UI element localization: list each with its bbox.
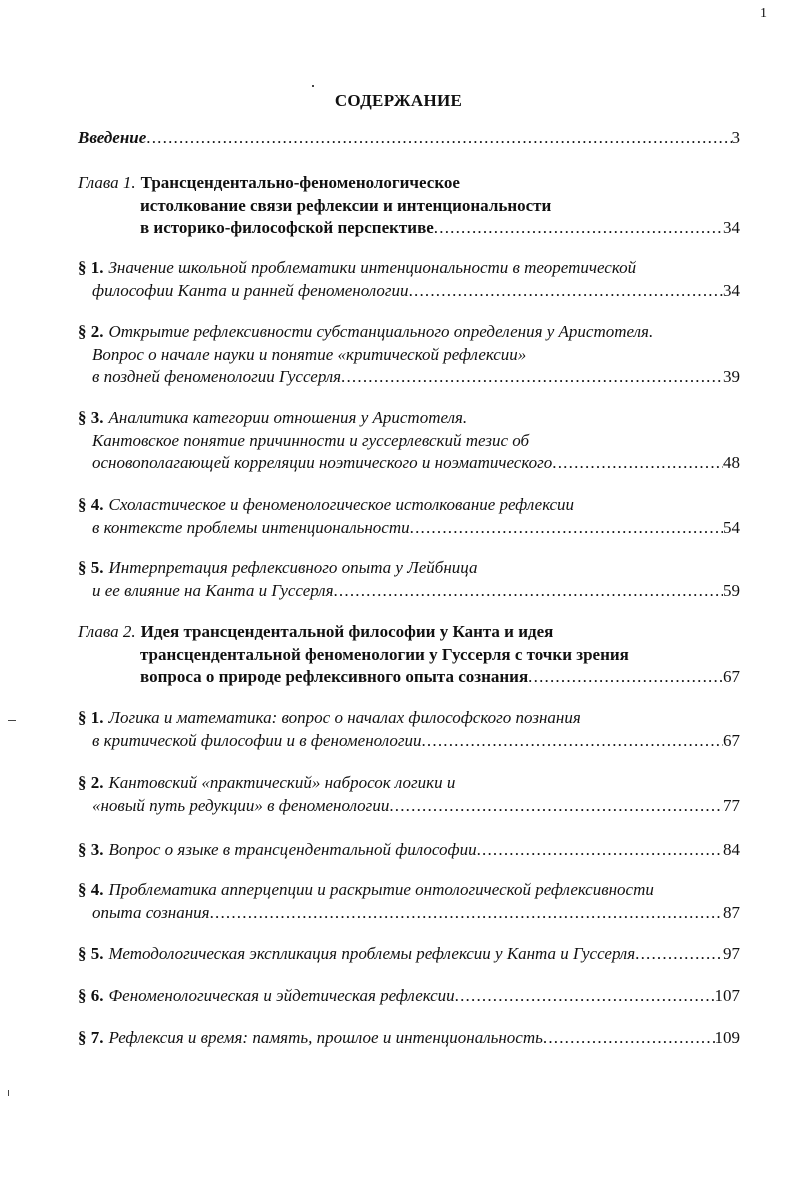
scan-speck — [8, 1090, 9, 1096]
toc-line — [78, 879, 740, 902]
entry-page-number: 97 — [723, 944, 740, 963]
toc-line — [78, 839, 740, 862]
entry-page-number: 109 — [714, 1028, 740, 1047]
toc-line — [78, 943, 740, 966]
entry-text: вопроса о природе рефлексивного опыта сознания — [140, 667, 529, 686]
entry-prefix: § 3. — [78, 840, 104, 859]
toc-line — [78, 280, 740, 303]
toc-line — [78, 1027, 740, 1050]
toc-line — [78, 580, 740, 603]
entry-page-number: 48 — [723, 453, 740, 472]
entry-prefix: § 1. — [78, 708, 104, 727]
dot-leader — [421, 730, 723, 753]
toc-section — [78, 707, 740, 752]
toc-line — [78, 666, 740, 689]
entry-text: Рефлексия и время: память, прошлое и интенциональность — [108, 1028, 543, 1047]
toc-section — [78, 1027, 740, 1050]
entry-prefix: § 6. — [78, 986, 104, 1005]
dot-leader — [333, 580, 723, 603]
entry-text: Схоластическое и феноменологическое истолкование рефлексии — [108, 495, 575, 514]
entry-text: трансцендентальной феноменологии у Гуссерля с точки зрения — [140, 644, 629, 664]
entry-page-number: 34 — [723, 280, 740, 300]
entry-prefix: § 2. — [78, 773, 104, 792]
toc-line — [78, 621, 740, 644]
entry-text: Кантовский «практический» набросок логики и — [108, 773, 456, 792]
dot-leader — [210, 902, 723, 925]
entry-text: основополагающей корреляции ноэтического и ноэматического — [92, 453, 553, 472]
dot-leader — [477, 839, 723, 862]
entry-text: в контексте проблемы интенциональности — [92, 517, 410, 537]
entry-prefix: § 2. — [78, 322, 104, 341]
toc-section — [78, 494, 740, 539]
entry-page-number: 84 — [723, 840, 740, 859]
entry-text: Логика и математика: вопрос о началах философского познания — [108, 708, 581, 727]
dot-leader — [552, 452, 723, 475]
toc-line — [78, 366, 740, 389]
toc-line — [78, 902, 740, 925]
entry-page-number: 54 — [723, 517, 740, 537]
toc-section — [78, 407, 740, 475]
entry-prefix: § 7. — [78, 1028, 104, 1047]
toc-line — [78, 494, 740, 517]
entry-page-number: 34 — [723, 218, 740, 237]
scan-speck — [8, 720, 16, 721]
entry-text: Трансцендентально-феноменологическое — [140, 173, 460, 192]
toc-line — [78, 127, 740, 150]
entry-text: Открытие рефлексивности субстанциального определения у Аристотеля. — [108, 322, 654, 341]
entry-prefix: § 1. — [78, 258, 104, 277]
dot-leader — [410, 517, 723, 540]
toc-line — [78, 707, 740, 730]
entry-prefix: § 5. — [78, 558, 104, 577]
entry-page-number: 3 — [731, 128, 740, 147]
entry-prefix: Глава 1. — [78, 173, 136, 192]
dot-leader — [528, 666, 723, 689]
entry-page-number: 67 — [723, 667, 740, 686]
entry-text: Идея трансцендентальной философии у Канта и идея — [140, 622, 554, 641]
entry-page-number: 77 — [723, 795, 740, 815]
toc-section — [78, 839, 740, 862]
entry-text: Проблематика апперцепции и раскрытие онтологической рефлексивности — [108, 880, 654, 899]
entry-prefix: Глава 2. — [78, 622, 136, 641]
entry-page-number: 59 — [723, 580, 740, 600]
toc-section — [78, 772, 740, 817]
entry-text: истолкование связи рефлексии и интенциональности — [140, 195, 552, 215]
toc-line — [78, 772, 740, 795]
toc-line — [78, 985, 740, 1008]
entry-text: Методологическая экспликация проблемы рефлексии у Канта и Гуссерля — [108, 944, 636, 963]
toc-line — [78, 407, 740, 430]
entry-prefix: § 4. — [78, 880, 104, 899]
entry-prefix: § 3. — [78, 408, 104, 427]
toc-line — [78, 344, 740, 367]
entry-text: Введение — [78, 128, 147, 147]
toc-section — [78, 879, 740, 924]
toc-line — [78, 257, 740, 280]
entry-text: Феноменологическая и эйдетическая рефлексии — [108, 986, 455, 1005]
dot-leader — [455, 985, 715, 1008]
entry-text: Кантовское понятие причинности и гуссерлевский тезис об — [92, 430, 530, 450]
entry-text: Аналитика категории отношения у Аристотеля. — [108, 408, 468, 427]
entry-prefix: § 4. — [78, 495, 104, 514]
entry-text: Вопрос о языке в трансцендентальной философии — [108, 840, 477, 859]
toc-line — [78, 557, 740, 580]
toc-line — [78, 195, 740, 218]
entry-text: Интерпретация рефлексивного опыта у Лейбница — [108, 558, 478, 577]
toc-section — [78, 257, 740, 302]
toc-line — [78, 644, 740, 667]
entry-text: философии Канта и ранней феноменологии — [92, 280, 409, 300]
entry-text: Вопрос о начале науки и понятие «критической рефлексии» — [92, 344, 527, 364]
dot-leader — [543, 1027, 715, 1050]
dot-leader — [409, 280, 723, 303]
toc-line — [78, 217, 740, 240]
entry-text: «новый путь редукции» в феноменологии — [92, 795, 390, 815]
entry-page-number: 67 — [723, 730, 740, 750]
toc-chapter — [78, 621, 740, 689]
toc-line — [78, 517, 740, 540]
entry-text: в поздней феноменологии Гуссерля — [92, 367, 342, 386]
dot-leader — [146, 127, 731, 150]
toc-introduction — [78, 127, 740, 150]
toc-line — [78, 172, 740, 195]
toc-line — [78, 430, 740, 453]
toc-line — [78, 730, 740, 753]
dot-leader — [434, 217, 723, 240]
toc-chapter — [78, 172, 740, 240]
toc-section — [78, 557, 740, 602]
toc-line — [78, 321, 740, 344]
entry-text: в критической философии и в феноменологии — [92, 730, 422, 750]
entry-text: в историко-философской перспективе — [140, 218, 434, 237]
dot-leader — [341, 366, 723, 389]
entry-prefix: § 5. — [78, 944, 104, 963]
toc-section — [78, 985, 740, 1008]
toc-section — [78, 321, 740, 389]
dot-leader — [635, 943, 723, 966]
dot-leader — [389, 795, 723, 818]
entry-text: Значение школьной проблематики интенциональности в теоретической — [108, 258, 637, 277]
page-number: 1 — [760, 6, 767, 21]
entry-text: опыта сознания — [92, 902, 210, 922]
toc-line — [78, 795, 740, 818]
entry-page-number: 107 — [714, 986, 740, 1005]
scan-speck — [312, 85, 314, 87]
entry-text: и ее влияние на Канта и Гуссерля — [92, 580, 334, 600]
toc-section — [78, 943, 740, 966]
page-title: СОДЕРЖАНИЕ — [334, 91, 463, 110]
entry-page-number: 87 — [723, 902, 740, 922]
entry-page-number: 39 — [723, 367, 740, 386]
toc-line — [78, 452, 740, 475]
